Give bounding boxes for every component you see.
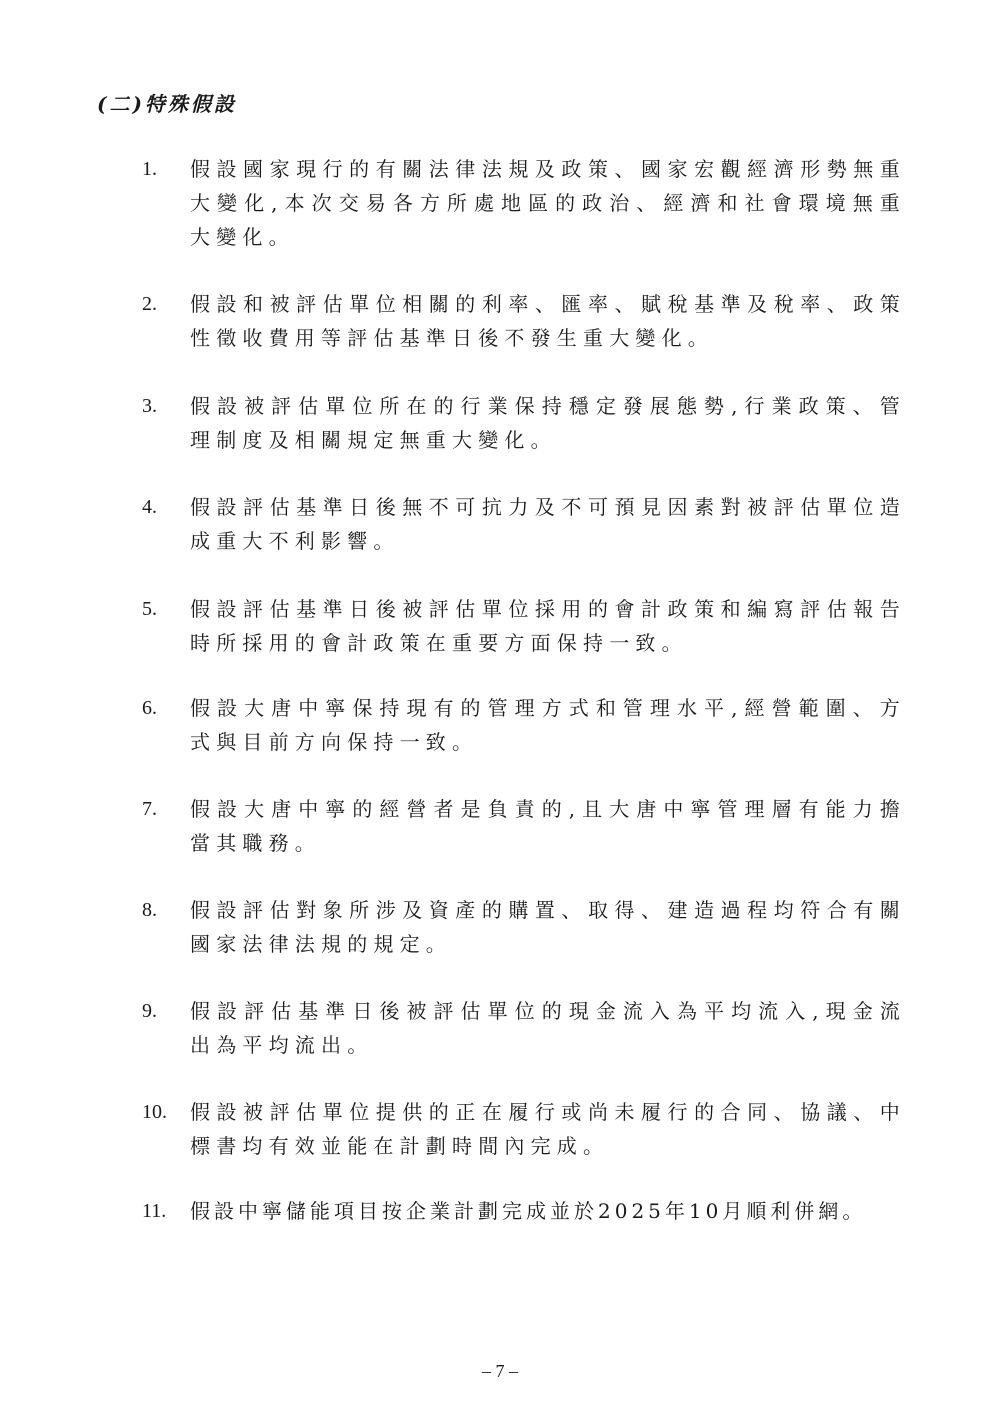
item-number: 4. bbox=[142, 496, 157, 518]
item-text: 假設被評估單位提供的正在履行或尚未履行的合同、協議、中標書均有效並能在計劃時間內完成。 bbox=[190, 1100, 906, 1158]
item-number: 5. bbox=[142, 598, 157, 620]
item-number: 11. bbox=[142, 1200, 167, 1222]
item-number: 1. bbox=[142, 158, 157, 180]
item-text: 假設評估基準日後被評估單位採用的會計政策和編寫評估報告時所採用的會計政策在重要方面保持一致。 bbox=[190, 597, 906, 655]
item-text: 假設評估基準日後被評估單位的現金流入為平均流入,現金流出為平均流出。 bbox=[190, 999, 906, 1057]
item-number: 10. bbox=[142, 1101, 167, 1123]
item-text: 假設評估基準日後無不可抗力及不可預見因素對被評估單位造成重大不利影響。 bbox=[190, 495, 906, 553]
item-number: 6. bbox=[142, 697, 157, 719]
item-text: 假設國家現行的有關法律法規及政策、國家宏觀經濟形勢無重大變化,本次交易各方所處地區的政治、經濟和社會環境無重大變化。 bbox=[190, 157, 906, 249]
item-text: 假設被評估單位所在的行業保持穩定發展態勢,行業政策、管理制度及相關規定無重大變化。 bbox=[190, 394, 906, 452]
item-text: 假設中寧儲能項目按企業計劃完成並於2025年10月順利併網。 bbox=[190, 1199, 867, 1223]
item-text: 假設和被評估單位相關的利率、匯率、賦稅基準及稅率、政策性徵收費用等評估基準日後不發生重大變化。 bbox=[190, 292, 906, 350]
item-number: 9. bbox=[142, 1000, 157, 1022]
item-text: 假設評估對象所涉及資產的購置、取得、建造過程均符合有關國家法律法規的規定。 bbox=[190, 898, 906, 956]
section-heading: (二)特殊假設 bbox=[97, 92, 237, 116]
page-number: – 7 – bbox=[482, 1361, 518, 1381]
item-number: 2. bbox=[142, 293, 157, 315]
item-number: 7. bbox=[142, 798, 157, 820]
item-number: 3. bbox=[142, 395, 157, 417]
item-text: 假設大唐中寧保持現有的管理方式和管理水平,經營範圍、方式與目前方向保持一致。 bbox=[190, 696, 906, 754]
item-text: 假設大唐中寧的經營者是負責的,且大唐中寧管理層有能力擔當其職務。 bbox=[190, 797, 906, 855]
item-number: 8. bbox=[142, 899, 157, 921]
